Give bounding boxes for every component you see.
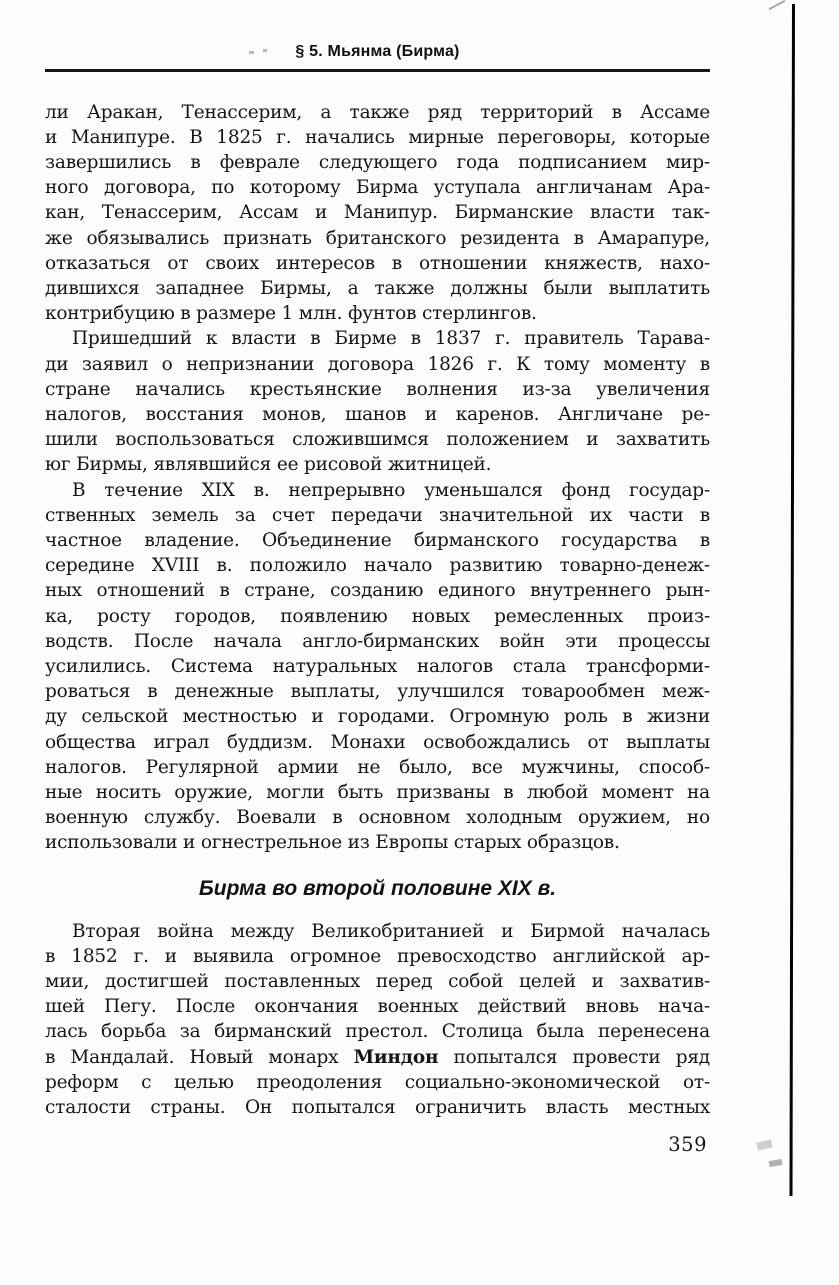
text-line: водств. После начала англо-бирманских войн эти процессы [45, 630, 710, 652]
text-line: ные носить оружие, могли быть призваны в любой момент на [45, 781, 710, 803]
scan-speck [249, 51, 254, 54]
text-column [45, 0, 710, 1156]
paragraph [45, 100, 710, 327]
text-line: середине XVIII в. положило начало развитию товарно-денеж- [45, 555, 710, 577]
text-line: усилились. Система натуральных налогов стала трансформи- [45, 655, 710, 677]
text-line: в 1852 г. и выявила огромное превосходство английской ар- [45, 945, 710, 967]
text-line: использовали и огнестрельное из Европы старых образцов. [45, 832, 620, 854]
text-line: юг Бирмы, являвшийся ее рисовой житницей. [45, 454, 492, 476]
text-line: в Мандалай. Новый монарх Миндон попытался провести ряд [45, 1046, 710, 1068]
text-line: кан, Тенассерим, Ассам и Манипур. Бирманские власти так- [45, 202, 710, 224]
text-line: Вторая война между Великобританией и Бирмой началась [72, 920, 710, 942]
scan-smudge [756, 1139, 772, 1150]
page-number: 359 [668, 1133, 707, 1157]
paragraph [45, 919, 710, 1121]
text-line: ного договора, по которому Бирма уступала англичанам Ара- [45, 177, 710, 199]
text-line: лась борьба за бирманский престол. Столица была перенесена [45, 1021, 710, 1043]
text-line: реформ с целью преодоления социально-экономической от- [45, 1071, 710, 1093]
paragraph [45, 478, 710, 856]
text-line: и Манипуре. В 1825 г. начались мирные переговоры, которые [45, 126, 710, 148]
page-edge-line [789, 4, 794, 1196]
text-line: частное владение. Объединение бирманского государства в [45, 529, 710, 551]
text-line: ли Аракан, Тенассерим, а также ряд территорий в Ассаме [45, 101, 710, 123]
text-line: роваться в денежные выплаты, улучшился товарообмен меж- [45, 681, 710, 703]
text-line: налогов, восстания монов, шанов и каренов. Англичане ре- [45, 403, 710, 425]
text-line: стране начались крестьянские волнения из-за увеличения [45, 378, 710, 400]
text-line: отказаться от своих интересов в отношении княжеств, нахо- [45, 252, 710, 274]
text-line: дившихся западнее Бирмы, а также должны были выплатить [45, 277, 710, 299]
text-line: ственных земель за счет передачи значительной их части в [45, 504, 710, 526]
text-line: военную службу. Воевали в основном холодным оружием, но [45, 807, 710, 829]
text-line: завершились в феврале следующего года подписанием мир- [45, 151, 710, 173]
text-line: сталости страны. Он попытался ограничить власть местных [45, 1097, 710, 1119]
section-heading: Бирма во второй половине XIX в. [198, 876, 557, 900]
text-line: ка, росту городов, появлению новых ремесленных произ- [45, 605, 710, 627]
text-line: В течение XIX в. непрерывно уменьшался фонд государ- [72, 479, 710, 501]
text-line: налогов. Регулярной армии не было, все мужчины, способ- [45, 756, 710, 778]
running-header: § 5. Мьянма (Бирма) [295, 43, 460, 60]
text-line: ду сельской местностью и городами. Огромную роль в жизни [45, 706, 710, 728]
header-rule [45, 69, 710, 72]
scan-smudge [769, 1159, 783, 1167]
text-line: же обязывались признать британского резидента в Амарапуре, [45, 227, 710, 249]
scan-speck [263, 49, 267, 52]
text-line: ди заявил о непризнании договора 1826 г. К тому моменту в [45, 353, 710, 375]
text-line: мии, достигшей поставленных перед собой целей и захватив- [45, 971, 710, 992]
body-text [45, 100, 710, 1121]
text-line: шей Пегу. После окончания военных действий вновь нача- [45, 996, 710, 1018]
scan-speck [769, 0, 786, 10]
text-line: Пришедший к власти в Бирме в 1837 г. правитель Тарава- [72, 328, 710, 350]
text-line: общества играл буддизм. Монахи освобождались от выплаты [45, 731, 710, 753]
text-line: ных отношений в стране, созданию единого внутреннего рын- [45, 580, 710, 602]
text-line: шили воспользоваться сложившимся положением и захватить [45, 429, 710, 451]
paragraph [45, 326, 710, 477]
text-line: контрибуцию в размере 1 млн. фунтов стерлингов. [45, 303, 537, 325]
